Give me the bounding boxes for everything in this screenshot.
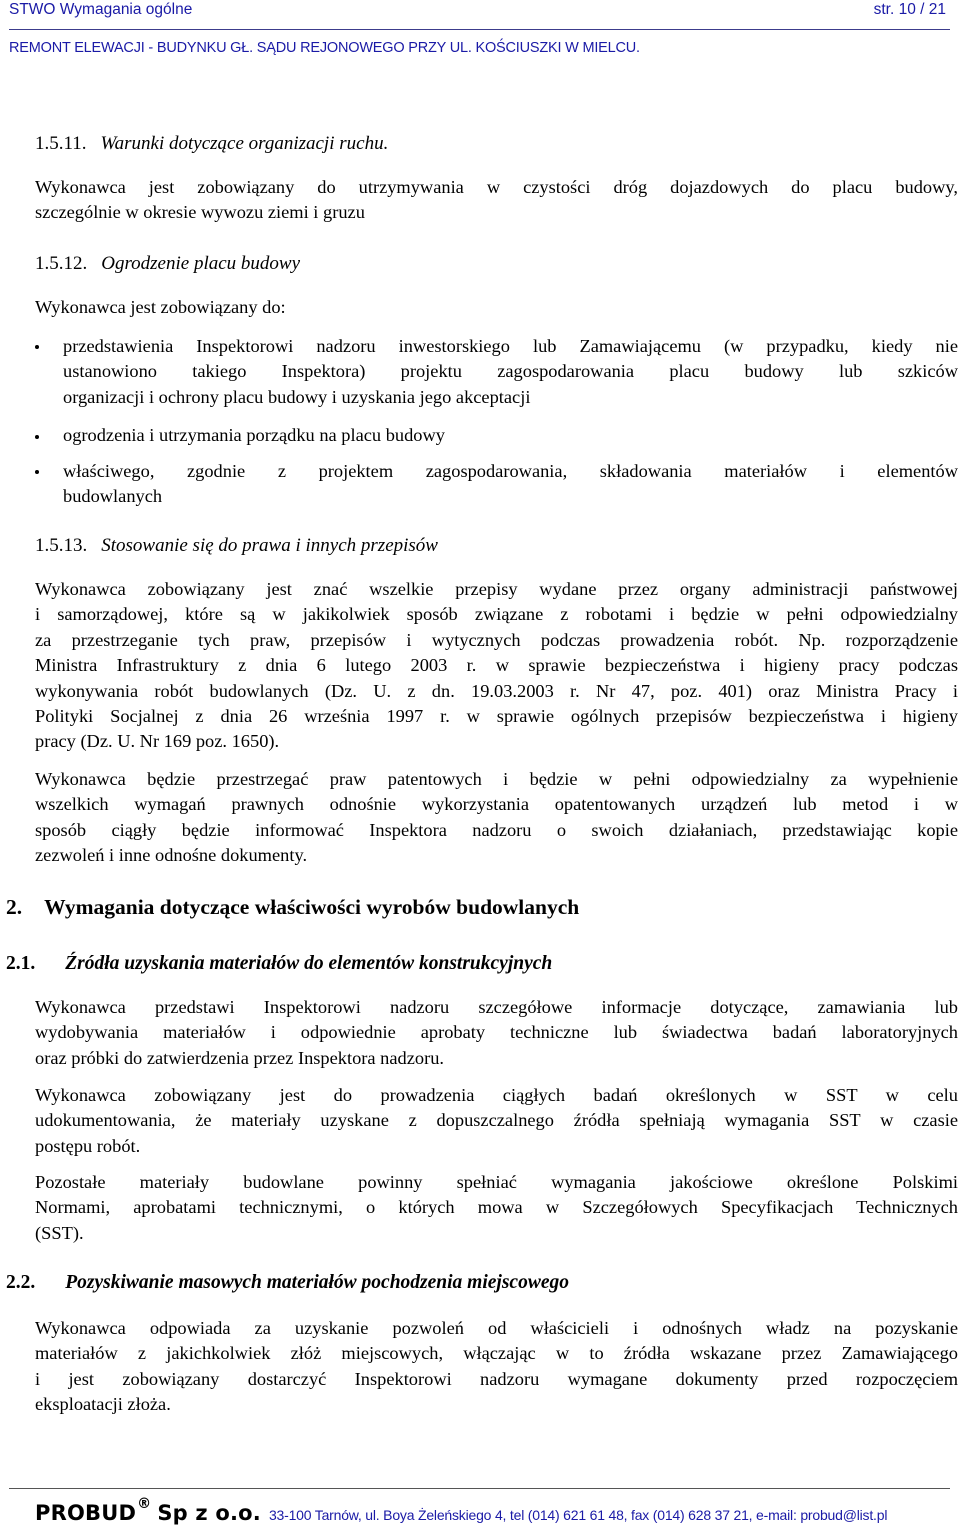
list-item: właściwego, zgodnie z projektem zagospodarowania, składowania materiałów i elementów budowlanych: [63, 461, 958, 507]
bullet-marker: [35, 470, 41, 476]
chapter-heading-2: 2. Wymagania dotyczące właściwości wyrobów budowlanych: [6, 895, 580, 919]
section-heading-1-5-12: 1.5.12. Ogrodzenie placu budowy: [35, 253, 301, 274]
paragraph-2-1-c: Pozostałe materiały budowlane powinny spełniać wymagania jakościowe określone Polskimi Normami, aprobatami technicznymi, o których mowa w Szczegółowych Specyfikacjach Technicznych (SST).: [35, 1172, 958, 1243]
list-item: przedstawienia Inspektorowi nadzoru inwestorskiego lub Zamawiającemu (w przypadku, kiedy nie ustanowiono takiego Inspektora) projektu zagospodarowania placu budowy lub szkiców organizacji i ochrony placu budowy i uzyskania jego akceptacji: [63, 336, 958, 407]
paragraph-2-1-b: Wykonawca zobowiązany jest do prowadzenia ciągłych badań określonych w SST w celu udokumentowania, że materiały uzyskane z dopuszczalnego źródła spełniają wymagania SST w czasie postępu robót.: [35, 1085, 958, 1156]
page-footer: [35, 1496, 888, 1525]
page-header: [9, 1, 946, 19]
section-heading-1-5-13: 1.5.13. Stosowanie się do prawa i innych przepisów: [35, 535, 438, 556]
company-logo: PROBUD® Sp z o.o.: [35, 1496, 261, 1525]
project-title: REMONT ELEWACJI - BUDYNKU GŁ. SĄDU REJONOWEGO PRZY UL. KOŚCIUSZKI W MIELCU.: [9, 40, 640, 56]
paragraph-1-5-13-a: Wykonawca zobowiązany jest znać wszelkie przepisy wydane przez organy administracji państwowej i samorządowej, które są w jakikolwiek sposób związane z robotami i będzie w pełni odpowiedzialny za przestrzeganie tych praw, przepisów i wytycznych podczas prowadzenia robót. Np. rozporządzenie Ministra Infrastruktury z dnia 6 lutego 2003 r. w sprawie bezpieczeństwa i higieny pracy podczas wykonywania robót budowlanych (Dz. U. z dn. 19.03.2003 r. Nr 47, poz. 401) oraz Ministra Pracy i Polityki Socjalnej z dnia 26 września 1997 r. w sprawie ogólnych przepisów bezpieczeństwa i higieny pracy (Dz. U. Nr 169 poz. 1650).: [35, 579, 958, 752]
paragraph-1-5-11: Wykonawca jest zobowiązany do utrzymywania w czystości dróg dojazdowych do placu budowy, szczególnie w okresie wywozu ziemi i gruzu: [35, 177, 958, 223]
paragraph-2-2: Wykonawca odpowiada za uzyskanie pozwoleń od właścicieli i odnośnych władz na pozyskanie materiałów z jakichkolwiek złóż miejscowych, włączając w to źródła wskazane przez Zamawiającego i jest zobowiązany dostarczyć Inspektorowi nadzoru wymagane dokumenty przed rozpoczęciem eksploatacji złoża.: [35, 1318, 958, 1415]
paragraph-2-1-a: Wykonawca przedstawi Inspektorowi nadzoru szczegółowe informacje dotyczące, zamawiania lub wydobywania materiałów i odpowiednie aprobaty techniczne lub świadectwa badań laboratoryjnych oraz próbki do zatwierdzenia przez Inspektora nadzoru.: [35, 997, 958, 1068]
company-contact: 33-100 Tarnów, ul. Boya Żeleńskiego 4, tel (014) 621 61 48, fax (014) 628 37 21, e-mail: probud@list.pl: [268, 1507, 888, 1523]
bullet-marker: [35, 345, 41, 351]
document-title: STWO Wymagania ogólne: [9, 1, 193, 18]
paragraph-1-5-13-b: Wykonawca będzie przestrzegać praw patentowych i będzie w pełni odpowiedzialny za wypełnienie wszelkich wymagań prawnych odnośnie wykorzystania opatentowanych urządzeń lub metod i w sposób ciągły będzie informować Inspektora nadzoru o swoich działaniach, przedstawiając kopie zezwoleń i inne odnośne dokumenty.: [35, 769, 958, 866]
section-heading-2-1: 2.1. Źródła uzyskania materiałów do elementów konstrukcyjnych: [6, 953, 553, 974]
header-divider: [9, 29, 950, 30]
section-heading-1-5-11: 1.5.11. Warunki dotyczące organizacji ruchu.: [35, 133, 389, 154]
bullet-marker: [35, 435, 41, 441]
footer-divider: [9, 1488, 950, 1489]
section-heading-2-2: 2.2. Pozyskiwanie masowych materiałów pochodzenia miejscowego: [6, 1272, 569, 1293]
list-item: ogrodzenia i utrzymania porządku na placu budowy: [63, 425, 445, 445]
page-indicator: str. 10 / 21: [873, 1, 946, 18]
paragraph-1-5-12-intro: Wykonawca jest zobowiązany do:: [35, 297, 286, 317]
